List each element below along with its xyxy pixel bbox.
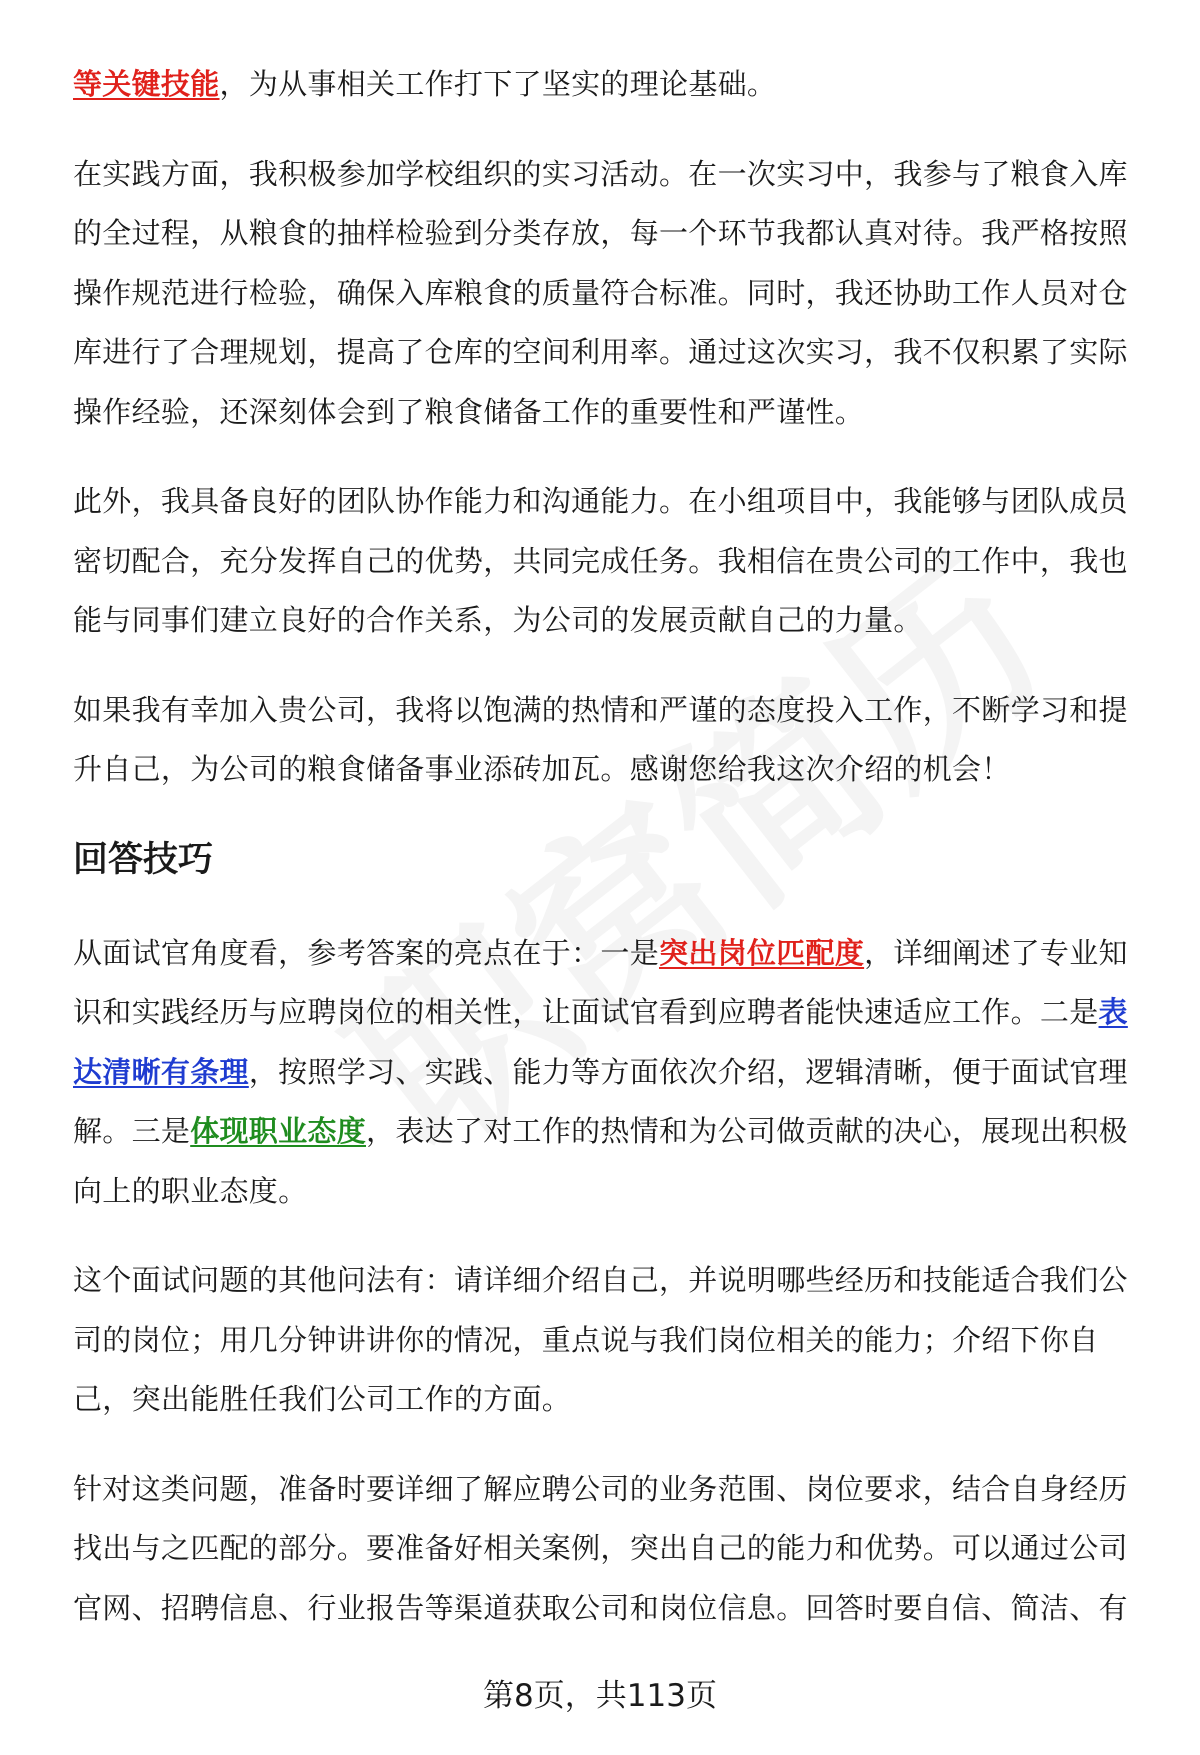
paragraph-highlights bbox=[73, 924, 1145, 1222]
paragraph-text: ，表达了对工作的热情和为公司做贡献的决心，展现出积极向上的职业态度。 bbox=[73, 1114, 1128, 1208]
paragraph-text: 从面试官角度看，参考答案的亮点在于：一是 bbox=[73, 935, 660, 970]
page-number-footer: 第8页，共113页 bbox=[483, 1678, 717, 1714]
document-body bbox=[73, 55, 1145, 1668]
paragraph-text: ，详细阐述了专业知识和实践经历与应聘岗位的相关性，让面试官看到应聘者能快速适应工作。二是 bbox=[73, 935, 1128, 1029]
highlight-key-skills: 等关键技能 bbox=[73, 67, 220, 101]
highlight-clear-expression: 表达清晰有条理 bbox=[73, 995, 1128, 1089]
paragraph-skills bbox=[73, 55, 1145, 115]
highlight-position-match: 突出岗位匹配度 bbox=[659, 935, 865, 970]
paragraph-preparation-tips: 针对这类问题，准备时要详细了解应聘公司的业务范围、岗位要求，结合自身经历找出与之匹配的部分。要准备好相关案例，突出自己的能力和优势。可以通过公司官网、招聘信息、行业报告等渠道获取公司和岗位信息。回答时要自信、简洁、有 bbox=[73, 1471, 1128, 1625]
highlight-professional-attitude: 体现职业态度 bbox=[190, 1114, 367, 1148]
paragraph-practice: 在实践方面，我积极参加学校组织的实习活动。在一次实习中，我参与了粮食入库的全过程，从粮食的抽样检验到分类存放，每一个环节我都认真对待。我严格按照操作规范进行检验，确保入库粮食的质量符合标准。同时，我还协助工作人员对仓库进行了合理规划，提高了仓库的空间利用率。通过这次实习，我不仅积累了实际操作经验，还深刻体会到了粮食储备工作的重要性和严谨性。 bbox=[73, 156, 1128, 429]
paragraph-text: ，为从事相关工作打下了坚实的理论基础。 bbox=[219, 67, 777, 101]
paragraph-text: ，按照学习、实践、能力等方面依次介绍，逻辑清晰，便于面试官理解。三是 bbox=[73, 1054, 1128, 1148]
paragraph-closing: 如果我有幸加入贵公司，我将以饱满的热情和严谨的态度投入工作，不断学习和提升自己，为公司的粮食储备事业添砖加瓦。感谢您给我这次介绍的机会！ bbox=[73, 692, 1128, 786]
section-heading: 回答技巧 bbox=[73, 839, 214, 880]
paragraph-alternative-questions: 这个面试问题的其他问法有：请详细介绍自己，并说明哪些经历和技能适合我们公司的岗位；用几分钟讲讲你的情况，重点说与我们岗位相关的能力；介绍下你自己，突出能胜任我们公司工作的方面。 bbox=[73, 1263, 1128, 1416]
paragraph-teamwork: 此外，我具备良好的团队协作能力和沟通能力。在小组项目中，我能够与团队成员密切配合，充分发挥自己的优势，共同完成任务。我相信在贵公司的工作中，我也能与同事们建立良好的合作关系，为公司的发展贡献自己的力量。 bbox=[73, 484, 1128, 637]
